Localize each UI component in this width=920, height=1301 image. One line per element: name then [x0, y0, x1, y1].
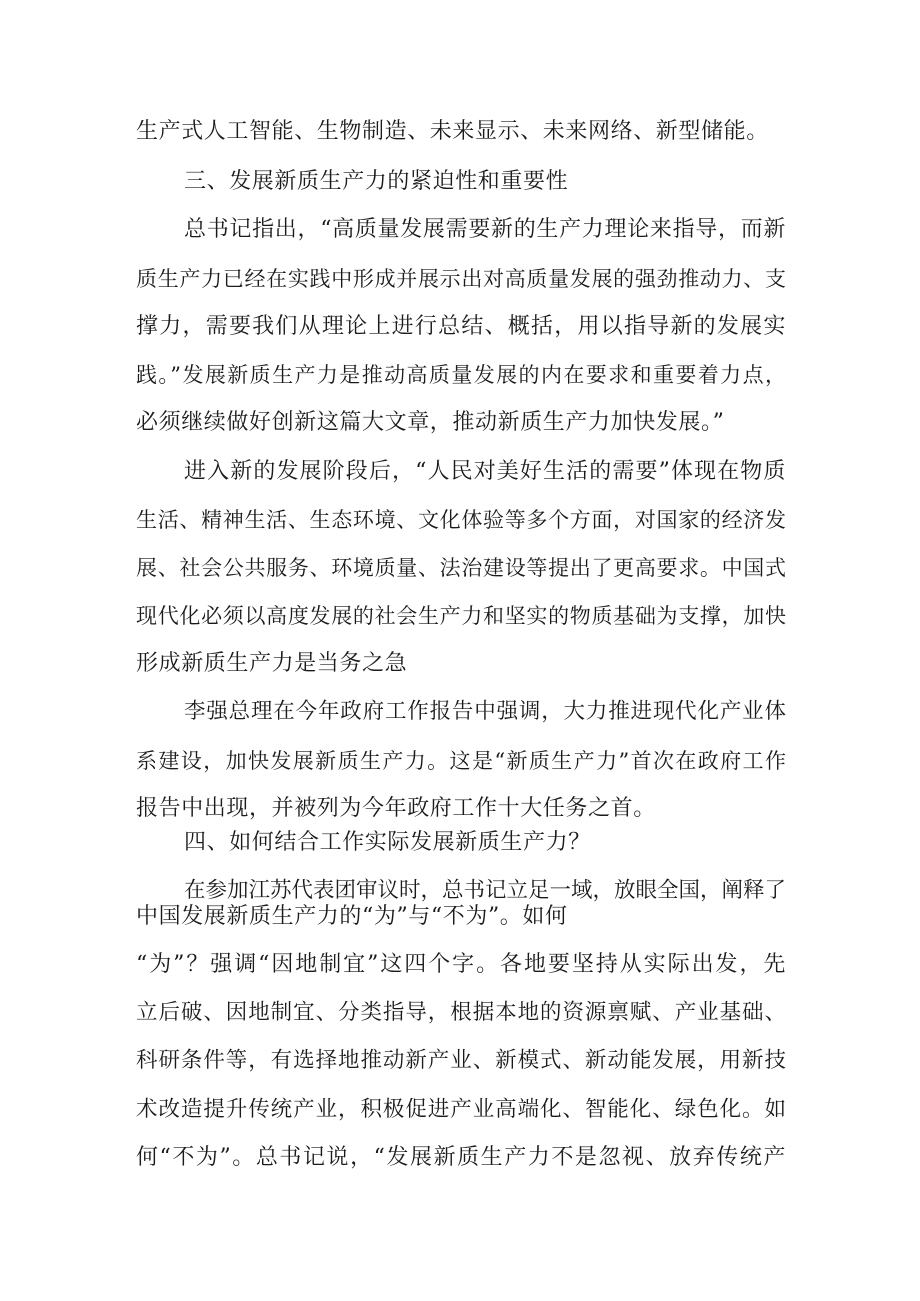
text-line: 现代化必须以高度发展的社会生产力和坚实的物质基础为支撑，加快: [136, 604, 786, 628]
text-line: “为”？强调“因地制宜”这四个字。各地要坚持从实际出发，先: [136, 952, 786, 977]
text-line: 撑力，需要我们从理论上进行总结、概括，用以指导新的发展实: [136, 314, 786, 339]
text-line: 中国发展新质生产力的“为”与“不为”。如何: [136, 904, 568, 929]
text-line: 进入新的发展阶段后，“人民对美好生活的需要”体现在物质: [184, 459, 786, 484]
text-line: 总书记指出，“高质量发展需要新的生产力理论来指导，而新: [184, 217, 786, 242]
text-line: 展、社会公共服务、环境质量、法治建设等提出了更高要求。中国式: [136, 556, 786, 580]
text-line: 报告中出现，并被列为今年政府工作十大任务之首。: [136, 796, 656, 821]
text-line: 何“不为”。总书记说，“发展新质生产力不是忽视、放弃传统产: [136, 1145, 786, 1170]
text-line: 李强总理在今年政府工作报告中强调，大力推进现代化产业体: [184, 699, 786, 724]
text-line: 立后破、因地制宜、分类指导，根据本地的资源禀赋、产业基础、: [136, 1000, 786, 1025]
section-heading: 四、如何结合工作实际发展新质生产力？: [184, 830, 591, 855]
text-line: 系建设，加快发展新质生产力。这是“新质生产力”首次在政府工作: [136, 749, 786, 773]
text-line: 质生产力已经在实践中形成并展示出对高质量发展的强劲推动力、支: [136, 267, 786, 291]
text-line: 形成新质生产力是当务之急: [136, 651, 408, 676]
text-line: 在参加江苏代表团审议时，总书记立足一域，放眼全国，阐释了: [184, 878, 787, 903]
text-line: 生活、精神生活、生态环境、文化体验等多个方面，对国家的经济发: [136, 508, 786, 532]
text-line: 科研条件等，有选择地推动新产业、新模式、新动能发展，用新技: [136, 1048, 786, 1073]
text-line: 术改造提升传统产业，积极促进产业高端化、智能化、绿色化。如: [136, 1097, 786, 1122]
text-line: 践。”发展新质生产力是推动高质量发展的内在要求和重要着力点，: [136, 363, 786, 387]
text-line: 生产式人工智能、生物制造、未来显示、未来网络、新型储能。: [136, 119, 769, 144]
section-heading: 三、发展新质生产力的紧迫性和重要性: [184, 169, 569, 194]
text-line: 必须继续做好创新这篇大文章，推动新质生产力加快发展。”: [136, 410, 725, 435]
